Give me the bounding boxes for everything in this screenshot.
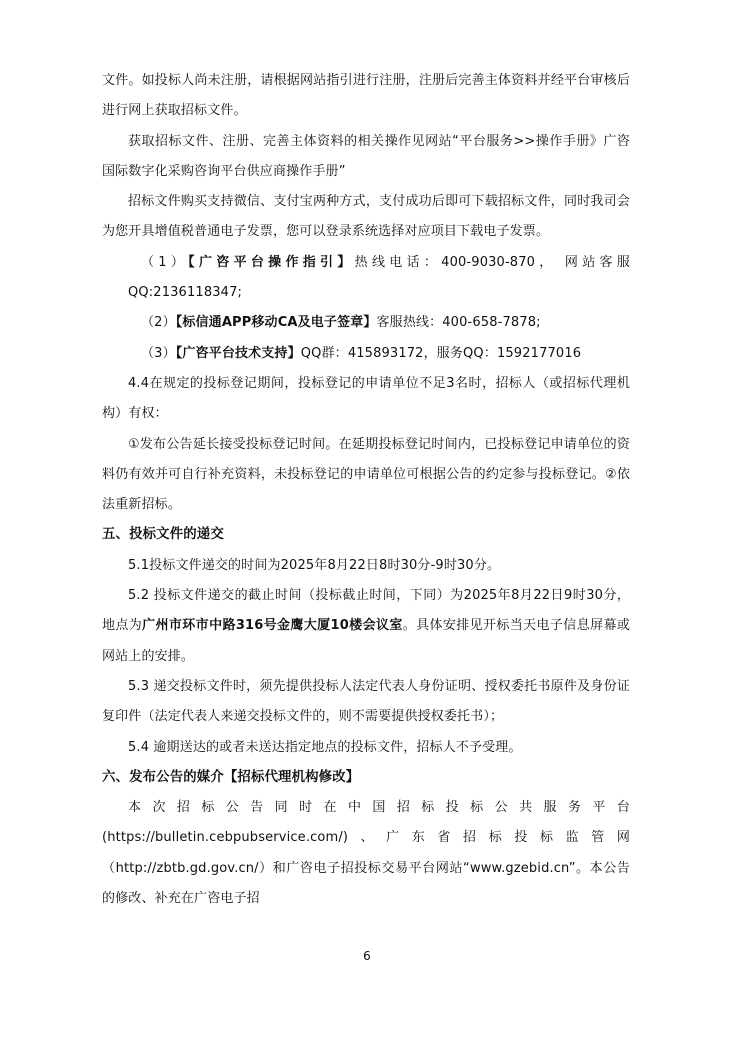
contact-2-prefix: （2） xyxy=(141,315,176,331)
paragraph-payment: 招标文件购买支持微信、支付宝两种方式，支付成功后即可下载招标文件，同时我司会为您开具增值税普通电子发票，您可以登录系统选择对应项目下载电子发票。 xyxy=(102,194,630,240)
contact-1-text: 热线电话：400-9030-870， 网站客服QQ:2136118347; xyxy=(128,254,630,301)
paragraph-5-2 xyxy=(102,581,630,672)
page-number: 6 xyxy=(363,949,371,963)
paragraph-5-2-lead: 5.2 投标文件递交的截止时间（投标截止时间，下同）为2025年8月22日9时30分，地点为 xyxy=(102,588,630,634)
contact-2-text: 客服热线：400-658-7878; xyxy=(376,315,541,331)
section-heading-5: 五、投标文件的递交 xyxy=(102,527,224,543)
contact-1-title: 【广咨平台操作指引】 xyxy=(188,254,355,270)
paragraph-5-1: 5.1投标文件递交的时间为2025年8月22日8时30分-9时30分。 xyxy=(128,557,501,573)
paragraph-5-4: 5.4 逾期送达的或者未送达指定地点的投标文件，招标人不予受理。 xyxy=(128,739,522,755)
paragraph-continuation: 文件。如投标人尚未注册，请根据网站指引进行注册，注册后完善主体资料并经平台审核后进行网上获取招标文件。 xyxy=(102,73,630,119)
contact-3-prefix: （3） xyxy=(141,345,176,361)
contact-line-2 xyxy=(102,308,630,338)
section-heading-6: 六、发布公告的媒介【招标代理机构修改】 xyxy=(102,769,360,785)
contact-2-title: 【标信通APP移动CA及电子签章】 xyxy=(175,315,377,331)
paragraph-4-4-options: ①发布公告延长接受投标登记时间。在延期投标登记时间内，已投标登记申请单位的资料仍有效并可自行补充资料，未投标登记的申请单位可根据公告的约定参与投标登记。②依法重新招标。 xyxy=(102,436,630,513)
paragraph-6: 本次招标公告同时在中国招标投标公共服务平台(https://bulletin.cebpubservice.com/)、广东省招标投标监管网（http://zbtb.gd.gov.cn/）和广咨电子招投标交易平台网站“www.gzebid.cn”。本公告的修改、补充在广咨电子招 xyxy=(102,800,630,907)
paragraph-4-4: 4.4在规定的投标登记期间，投标登记的申请单位不足3名时，招标人（或招标代理机构）有权： xyxy=(102,375,630,422)
contact-line-1 xyxy=(102,248,630,309)
contact-3-title: 【广咨平台技术支持】 xyxy=(175,345,301,361)
paragraph-5-2-tail: 。具体安排见开标当天电子信息屏幕或网站上的安排。 xyxy=(102,618,630,664)
contact-1-prefix: （1） xyxy=(141,254,189,270)
submission-address: 广州市环市中路316号金鹰大厦10楼会议室 xyxy=(142,618,403,634)
paragraph-operation-manual: 获取招标文件、注册、完善主体资料的相关操作见网站“平台服务>>操作手册》广咨国际数字化采购咨询平台供应商操作手册” xyxy=(102,133,630,179)
contact-3-text: QQ群：415893172，服务QQ：1592177016 xyxy=(300,345,582,361)
document-body xyxy=(102,66,630,914)
paragraph-5-3: 5.3 递交投标文件时，须先提供投标人法定代表人身份证明、授权委托书原件及身份证复印件（法定代表人来递交投标文件的，则不需要提供授权委托书）； xyxy=(102,678,630,725)
contact-line-3 xyxy=(102,339,630,369)
